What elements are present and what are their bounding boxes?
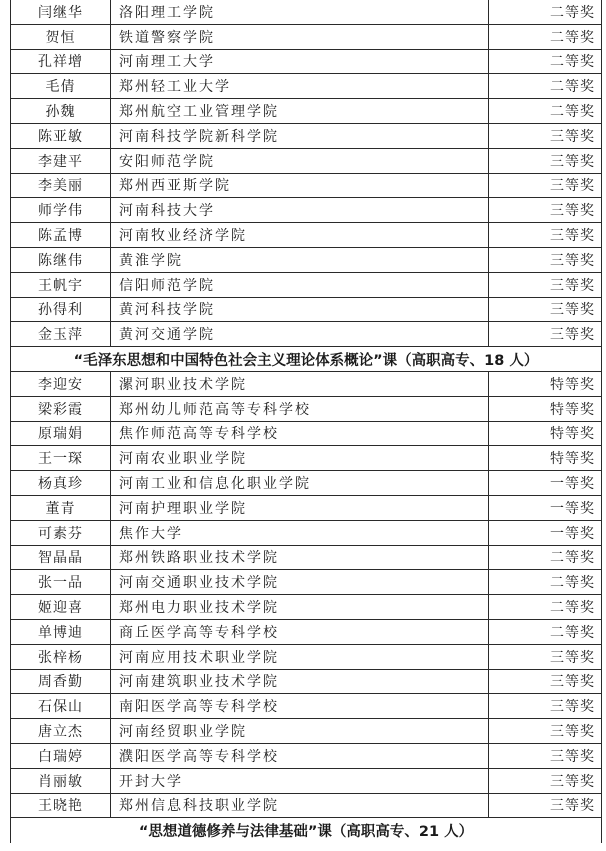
cell-name: 梁彩霞: [11, 397, 111, 421]
table-row: [11, 422, 601, 447]
cell-school: 河南工业和信息化职业学院: [111, 471, 489, 495]
cell-name: 董青: [11, 496, 111, 520]
cell-award: 二等奖: [550, 54, 595, 71]
cell-school: 河南建筑职业技术学院: [111, 670, 489, 694]
cell-award: 二等奖: [550, 29, 595, 46]
cell-name: 毛倩: [11, 74, 111, 98]
table-row: [11, 595, 601, 620]
cell-name: 陈孟博: [11, 223, 111, 247]
table-row: [11, 471, 601, 496]
cell-award: 二等奖: [550, 104, 595, 121]
cell-school: 安阳师范学院: [111, 149, 489, 173]
cell-award: 三等奖: [550, 327, 595, 344]
cell-school: 南阳医学高等专科学校: [111, 694, 489, 718]
cell-name: 杨真珍: [11, 471, 111, 495]
cell-school: 洛阳理工学院: [111, 0, 489, 24]
cell-award: 特等奖: [550, 376, 595, 393]
table-body-part2: [11, 372, 601, 818]
cell-school: 信阳师范学院: [111, 273, 489, 297]
cell-name: 张一品: [11, 570, 111, 594]
cell-award: 一等奖: [550, 476, 595, 493]
cell-award: 二等奖: [550, 4, 595, 21]
table-row: [11, 446, 601, 471]
table-row: [11, 223, 601, 248]
cell-award: 特等奖: [550, 451, 595, 468]
cell-award: 三等奖: [550, 153, 595, 170]
cell-name: 肖丽敏: [11, 769, 111, 793]
cell-name: 师学伟: [11, 198, 111, 222]
table-row: [11, 546, 601, 571]
cell-name: 闫继华: [11, 0, 111, 24]
cell-award: 三等奖: [550, 649, 595, 666]
cell-school: 河南理工大学: [111, 50, 489, 74]
cell-school: 黄河交通学院: [111, 322, 489, 346]
cell-school: 河南科技大学: [111, 198, 489, 222]
cell-name: 孔祥增: [11, 50, 111, 74]
cell-name: 金玉萍: [11, 322, 111, 346]
cell-award: 二等奖: [550, 624, 595, 641]
table-row: [11, 620, 601, 645]
cell-name: 单博迪: [11, 620, 111, 644]
cell-school: 河南科技学院新科学院: [111, 124, 489, 148]
cell-name: 王帆宇: [11, 273, 111, 297]
table-body-part1: [11, 0, 601, 347]
cell-award: 三等奖: [550, 178, 595, 195]
cell-name: 李迎安: [11, 372, 111, 396]
cell-school: 河南牧业经济学院: [111, 223, 489, 247]
table-row: [11, 149, 601, 174]
table-row: [11, 769, 601, 794]
cell-school: 郑州航空工业管理学院: [111, 99, 489, 123]
cell-award: 二等奖: [550, 600, 595, 617]
cell-award: 一等奖: [550, 500, 595, 517]
cell-name: 周香勤: [11, 670, 111, 694]
cell-school: 河南应用技术职业学院: [111, 645, 489, 669]
table-row: [11, 744, 601, 769]
cell-award: 三等奖: [550, 128, 595, 145]
cell-award: 三等奖: [550, 277, 595, 294]
table-row: [11, 298, 601, 323]
cell-school: 河南农业职业学院: [111, 446, 489, 470]
cell-name: 孙得利: [11, 298, 111, 322]
cell-name: 王晓艳: [11, 794, 111, 818]
cell-award: 二等奖: [550, 79, 595, 96]
cell-award: 三等奖: [550, 748, 595, 765]
cell-name: 唐立杰: [11, 719, 111, 743]
table-row: [11, 25, 601, 50]
award-table: [10, 0, 602, 843]
cell-name: 李美丽: [11, 174, 111, 198]
table-row: [11, 198, 601, 223]
cell-name: 王一琛: [11, 446, 111, 470]
cell-award: 三等奖: [550, 228, 595, 245]
table-row: [11, 50, 601, 75]
table-row: [11, 719, 601, 744]
table-row: [11, 372, 601, 397]
cell-school: 郑州西亚斯学院: [111, 174, 489, 198]
cell-award: 三等奖: [550, 724, 595, 740]
cell-school: 郑州轻工业大学: [111, 74, 489, 98]
cell-name: 孙魏: [11, 99, 111, 123]
table-row: [11, 521, 601, 546]
cell-name: 张梓杨: [11, 645, 111, 669]
table-row: [11, 694, 601, 719]
table-row: [11, 174, 601, 199]
cell-school: 铁道警察学院: [111, 25, 489, 49]
cell-award: 三等奖: [550, 203, 595, 220]
cell-school: 郑州电力职业技术学院: [111, 595, 489, 619]
cell-name: 李建平: [11, 149, 111, 173]
cell-school: 郑州信息科技职业学院: [111, 794, 489, 818]
table-row: [11, 99, 601, 124]
cell-school: 开封大学: [111, 769, 489, 793]
section-heading-maogai: “毛泽东思想和中国特色社会主义理论体系概论”课（高职高专、18 人）: [11, 347, 601, 372]
table-row: [11, 496, 601, 521]
cell-name: 姬迎喜: [11, 595, 111, 619]
table-row: [11, 397, 601, 422]
cell-award: 三等奖: [550, 798, 595, 815]
table-row: [11, 74, 601, 99]
table-row: [11, 645, 601, 670]
cell-school: 河南交通职业技术学院: [111, 570, 489, 594]
cell-name: 智晶晶: [11, 546, 111, 570]
cell-award: 特等奖: [550, 401, 595, 418]
cell-award: 三等奖: [550, 773, 595, 790]
cell-school: 商丘医学高等专科学校: [111, 620, 489, 644]
cell-name: 贺恒: [11, 25, 111, 49]
cell-award: 三等奖: [550, 674, 595, 691]
table-row: [11, 0, 601, 25]
table-row: [11, 124, 601, 149]
cell-school: 焦作大学: [111, 521, 489, 545]
cell-name: 陈亚敏: [11, 124, 111, 148]
table-row: [11, 273, 601, 298]
cell-name: 原瑞娟: [11, 422, 111, 446]
cell-school: 漯河职业技术学院: [111, 372, 489, 396]
cell-school: 河南护理职业学院: [111, 496, 489, 520]
table-row: [11, 794, 601, 819]
cell-name: 陈继伟: [11, 248, 111, 272]
cell-name: 白瑞婷: [11, 744, 111, 768]
cell-name: 石保山: [11, 694, 111, 718]
cell-school: 黄河科技学院: [111, 298, 489, 322]
cell-award: 三等奖: [550, 699, 595, 716]
table-row: [11, 248, 601, 273]
cell-school: 郑州铁路职业技术学院: [111, 546, 489, 570]
cell-school: 濮阳医学高等专科学校: [111, 744, 489, 768]
cell-school: 郑州幼儿师范高等专科学校: [111, 397, 489, 421]
cell-award: 一等奖: [550, 525, 595, 542]
table-row: [11, 322, 601, 347]
cell-award: 三等奖: [550, 302, 595, 319]
section-heading-sixiu: “思想道德修养与法律基础”课（高职高专、21 人）: [138, 824, 474, 841]
table-row: [11, 670, 601, 695]
cell-school: 黄淮学院: [111, 248, 489, 272]
cell-award: 三等奖: [550, 252, 595, 269]
cell-school: 河南经贸职业学院: [111, 719, 489, 743]
cell-award: 特等奖: [550, 426, 595, 443]
cell-name: 可素芬: [11, 521, 111, 545]
cell-award: 二等奖: [550, 575, 595, 592]
table-row: [11, 570, 601, 595]
cell-award: 二等奖: [550, 550, 595, 567]
cell-school: 焦作师范高等专科学校: [111, 422, 489, 446]
